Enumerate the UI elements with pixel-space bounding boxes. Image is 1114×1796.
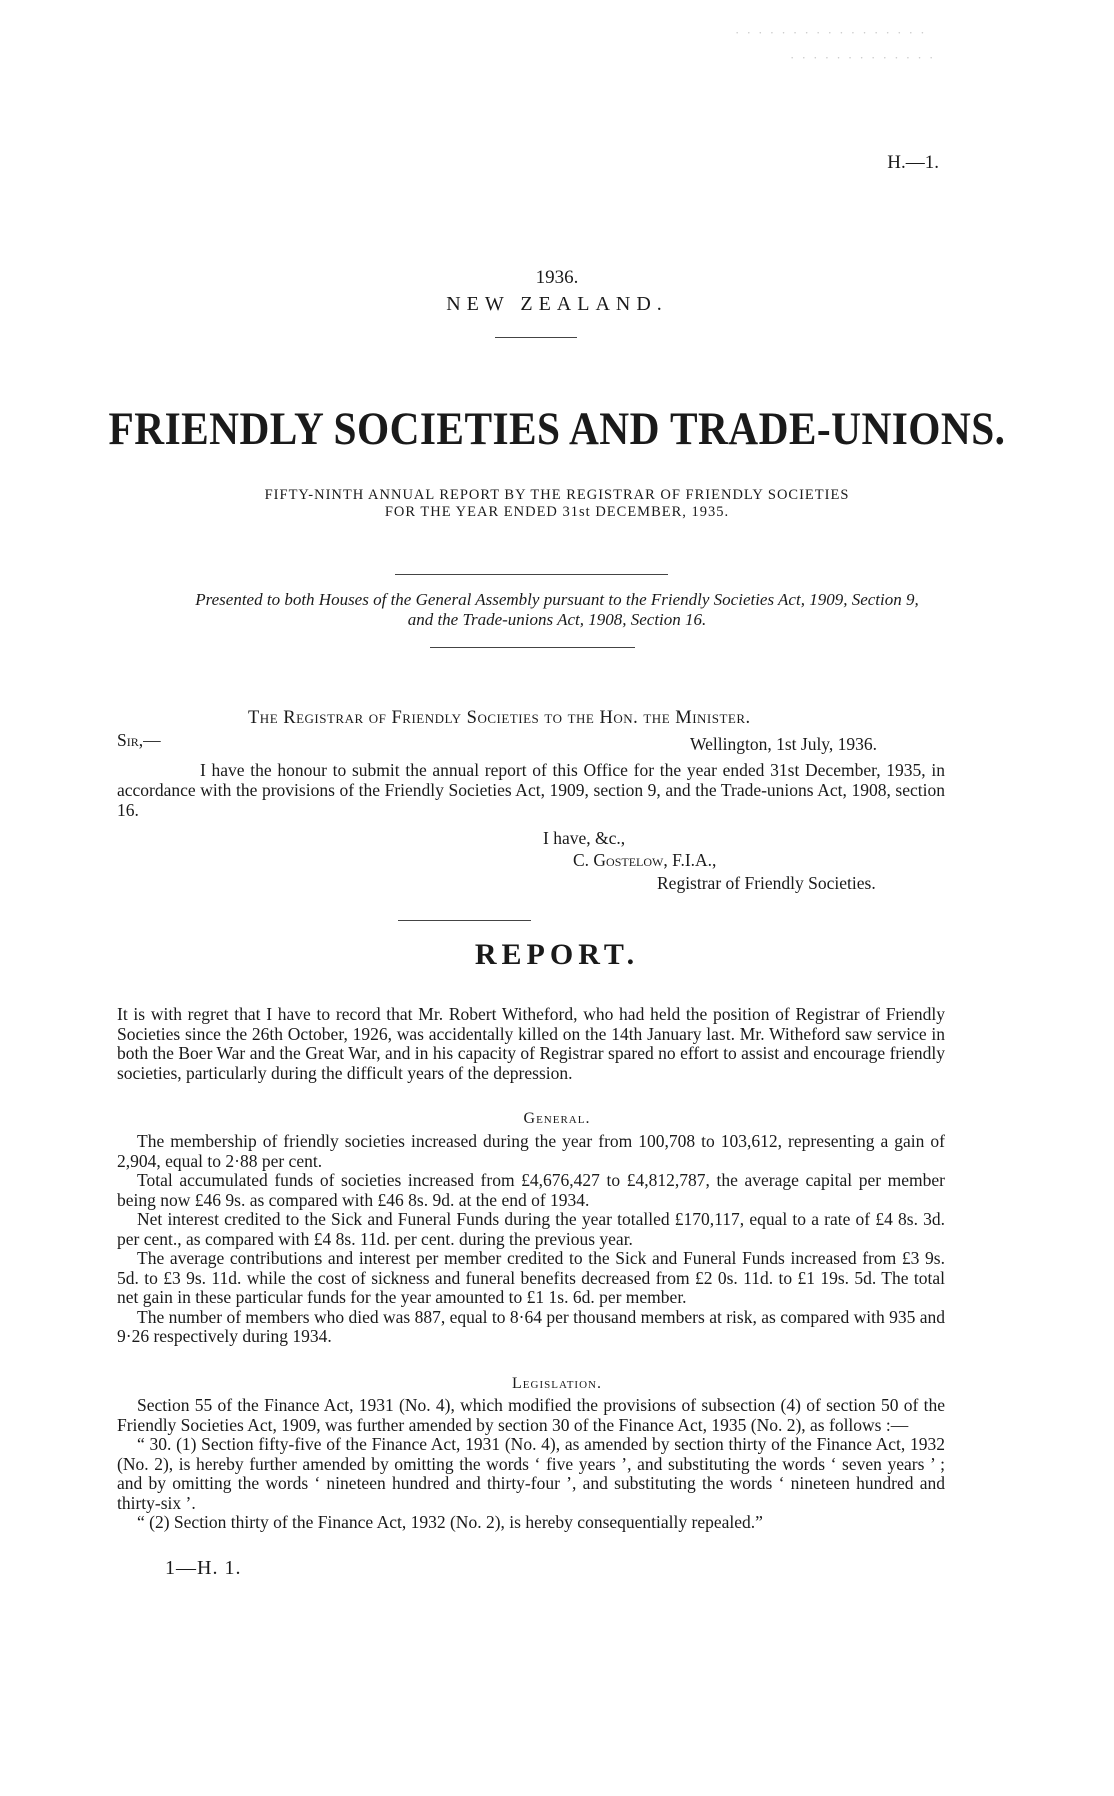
legislation-paragraph: “ 30. (1) Section fifty-five of the Finance Act, 1931 (No. 4), as amended by section thirty of the Finance Act, 1932 (No. 2), is hereby further amended by omitting the words ‘ five years ’, and substituting the words ‘ seven years ’ ; and by omitting the words ‘ nineteen hundred and thirty-four ’, and substituting the words ‘ nineteen hundred and thirty-six ’. (117, 1434, 945, 1513)
subtitle (0, 487, 1114, 521)
general-paragraph: The number of members who died was 887, equal to 8·64 per thousand members at risk, as compared with 935 and 9·26 respectively during 1934. (117, 1306, 945, 1346)
subtitle-line-2: FOR THE YEAR ENDED 31st DECEMBER, 1935. (384, 504, 730, 520)
faint-stamp-line-2: · · · · · · · · · · · · · (790, 50, 936, 65)
legislation-heading: Legislation. (512, 1375, 602, 1392)
footer-signature: 1—H. 1. (165, 1557, 242, 1579)
divider-rule (395, 574, 668, 575)
divider-rule (495, 337, 577, 338)
presented-line-1: Presented to both Houses of the General Assembly pursuant to the Friendly Societies Act, 1909, Section 9, (195, 590, 919, 609)
divider-rule (430, 647, 635, 648)
letter-closing: I have, &c., (543, 828, 626, 848)
document-title: FRIENDLY SOCIETIES AND TRADE-UNIONS. (108, 403, 1006, 455)
general-section (117, 1132, 945, 1347)
general-paragraph: Net interest credited to the Sick and Funeral Funds during the year totalled £170,117, equal to a rate of £4 8s. 3d. per cent., as compared with £4 8s. 11d. per cent. during the previous year. (117, 1209, 945, 1249)
general-paragraph: The average contributions and interest per member credited to the Sick and Funeral Funds increased from £3 9s. 5d. to £3 9s. 11d. while the cost of sickness and funeral benefits decreased from £2 0s. 11d. to £1 19s. 5d. The total net gain in these particular funds for the year amounted to £1 1s. 6d. per member. (117, 1248, 945, 1307)
letter-place-date: Wellington, 1st July, 1936. (690, 734, 878, 754)
report-heading: REPORT. (474, 938, 640, 971)
letter-signatory: C. Gostelow, F.I.A., (573, 850, 717, 870)
country-name: NEW ZEALAND. (446, 293, 668, 315)
presented-note (0, 590, 1114, 630)
faint-stamp-line-1: · · · · · · · · · · · · · · · · · (735, 25, 927, 40)
divider-rule (398, 920, 531, 921)
letter-salutation: Sir,— (117, 730, 161, 750)
general-paragraph: The membership of friendly societies increased during the year from 100,708 to 103,612, representing a gain of 2,904, equal to 2·88 per cent. (117, 1131, 945, 1171)
document-year: 1936. (535, 267, 579, 288)
letter-body (117, 760, 945, 820)
page-code: H.—1. (887, 152, 939, 173)
legislation-section (117, 1396, 945, 1533)
letter-signatory-title: Registrar of Friendly Societies. (657, 873, 876, 893)
letter-address: The Registrar of Friendly Societies to the Hon. the Minister. (248, 708, 751, 728)
letter-body-text: I have the honour to submit the annual report of this Office for the year ended 31st December, 1935, in accordance with the provisions of the Friendly Societies Act, 1909, section 9, and the Trade-unions Act, 1908, section 16. (117, 760, 945, 820)
legislation-paragraph: “ (2) Section thirty of the Finance Act, 1932 (No. 2), is hereby consequentially repealed.” (137, 1512, 763, 1532)
subtitle-line-1: FIFTY-NINTH ANNUAL REPORT BY THE REGISTRAR OF FRIENDLY SOCIETIES (264, 487, 850, 503)
general-paragraph: Total accumulated funds of societies increased from £4,676,427 to £4,812,787, the average capital per member being now £46 9s. as compared with £46 8s. 9d. at the end of 1934. (117, 1170, 945, 1210)
intro-paragraph (117, 1005, 945, 1083)
general-heading: General. (523, 1110, 591, 1127)
legislation-paragraph: Section 55 of the Finance Act, 1931 (No. 4), which modified the provisions of subsection (4) of section 50 of the Friendly Societies Act, 1909, was further amended by section 30 of the Finance Act, 1935 (No. 2), as follows :— (117, 1395, 945, 1435)
intro-text: It is with regret that I have to record that Mr. Robert Witheford, who had held the position of Registrar of Friendly Societies since the 26th October, 1926, was accidentally killed on the 14th January last. Mr. Witheford saw service in both the Boer War and the Great War, and in his capacity of Registrar spared no effort to assist and encourage friendly societies, particularly during the difficult years of the depression. (117, 1004, 945, 1083)
presented-line-2: and the Trade-unions Act, 1908, Section 16. (407, 610, 707, 629)
